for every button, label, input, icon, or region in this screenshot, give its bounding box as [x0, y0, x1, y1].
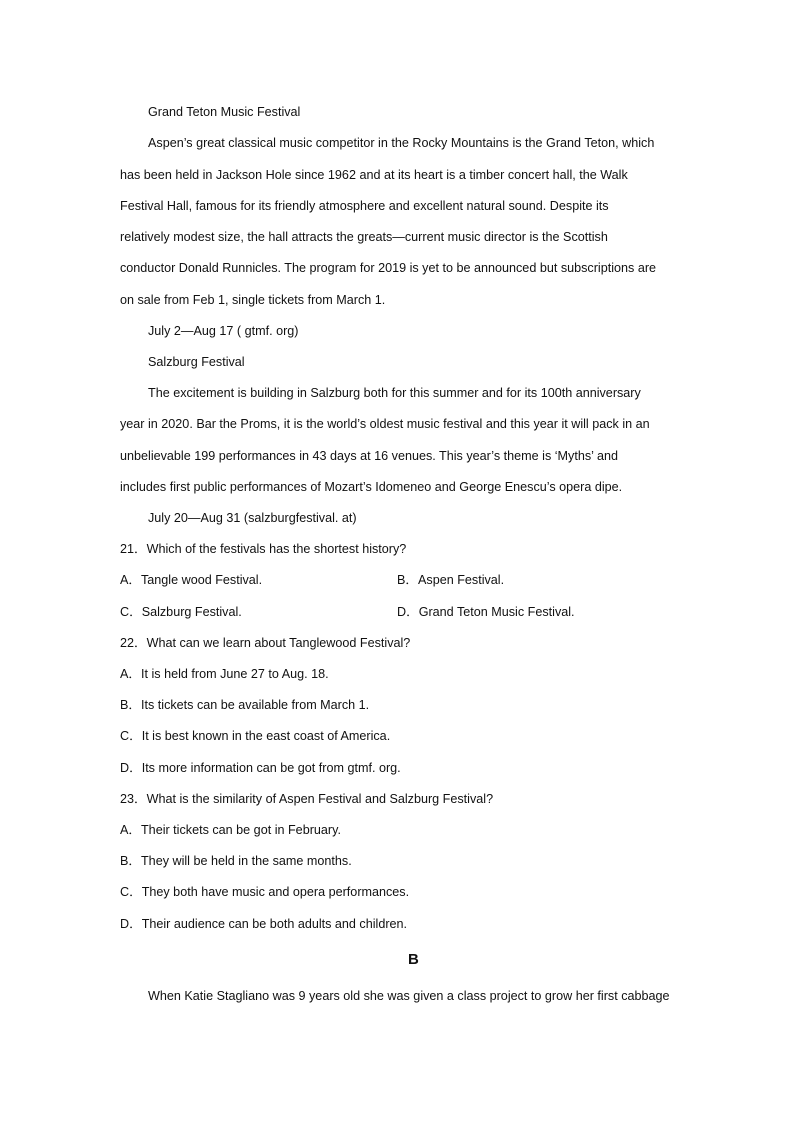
festival-dates-grand-teton: July 2—Aug 17 ( gtmf. org) [148, 324, 299, 338]
paragraph-line: includes first public performances of Mozart’s Idomeneo and George Enescu’s opera dipe. [120, 480, 623, 494]
festival-title-salzburg: Salzburg Festival [148, 355, 245, 369]
question-23-option-a: A．Their tickets can be got in February. [120, 823, 341, 837]
paragraph-line: When Katie Stagliano was 9 years old she was given a class project to grow her first cabbage [148, 989, 670, 1003]
question-22-option-b: B．Its tickets can be available from March 1. [120, 698, 370, 712]
paragraph-line: unbelievable 199 performances in 43 days at 16 venues. This year’s theme is ‘Myths’ and [120, 449, 618, 463]
paragraph-line: has been held in Jackson Hole since 1962 and at its heart is a timber concert hall, the Walk [120, 168, 628, 182]
question-22-option-c: C．It is best known in the east coast of America. [120, 729, 391, 743]
question-21-option-a: A．Tangle wood Festival. [120, 573, 263, 587]
question-23-option-d: D．Their audience can be both adults and children. [120, 917, 408, 931]
question-22-option-d: D．Its more information can be got from gtmf. org. [120, 761, 401, 775]
question-23-option-c: C．They both have music and opera performances. [120, 885, 410, 899]
question-21-option-b: B．Aspen Festival. [397, 573, 505, 587]
paragraph-line: The excitement is building in Salzburg both for this summer and for its 100th anniversary [148, 386, 641, 400]
question-22-option-a: A．It is held from June 27 to Aug. 18. [120, 667, 329, 681]
festival-title-grand-teton: Grand Teton Music Festival [148, 105, 301, 119]
festival-dates-salzburg: July 20—Aug 31 (salzburgfestival. at) [148, 511, 357, 525]
paragraph-line: year in 2020. Bar the Proms, it is the world’s oldest music festival and this year it will pack in an [120, 417, 650, 431]
question-21-option-d: D．Grand Teton Music Festival. [397, 605, 575, 619]
question-22-stem: 22．What can we learn about Tanglewood Festival? [120, 636, 411, 650]
section-b-heading: B [408, 951, 419, 968]
question-23-option-b: B．They will be held in the same months. [120, 854, 352, 868]
paragraph-line: Aspen’s great classical music competitor in the Rocky Mountains is the Grand Teton, which [148, 136, 655, 150]
question-21-option-c: C．Salzburg Festival. [120, 605, 242, 619]
question-21-stem: 21．Which of the festivals has the shortest history? [120, 542, 407, 556]
paragraph-line: Festival Hall, famous for its friendly atmosphere and excellent natural sound. Despite its [120, 199, 609, 213]
paragraph-line: conductor Donald Runnicles. The program for 2019 is yet to be announced but subscriptions are [120, 261, 657, 275]
question-23-stem: 23．What is the similarity of Aspen Festival and Salzburg Festival? [120, 792, 494, 806]
paragraph-line: on sale from Feb 1, single tickets from March 1. [120, 293, 386, 307]
paragraph-line: relatively modest size, the hall attracts the greats—current music director is the Scottish [120, 230, 608, 244]
